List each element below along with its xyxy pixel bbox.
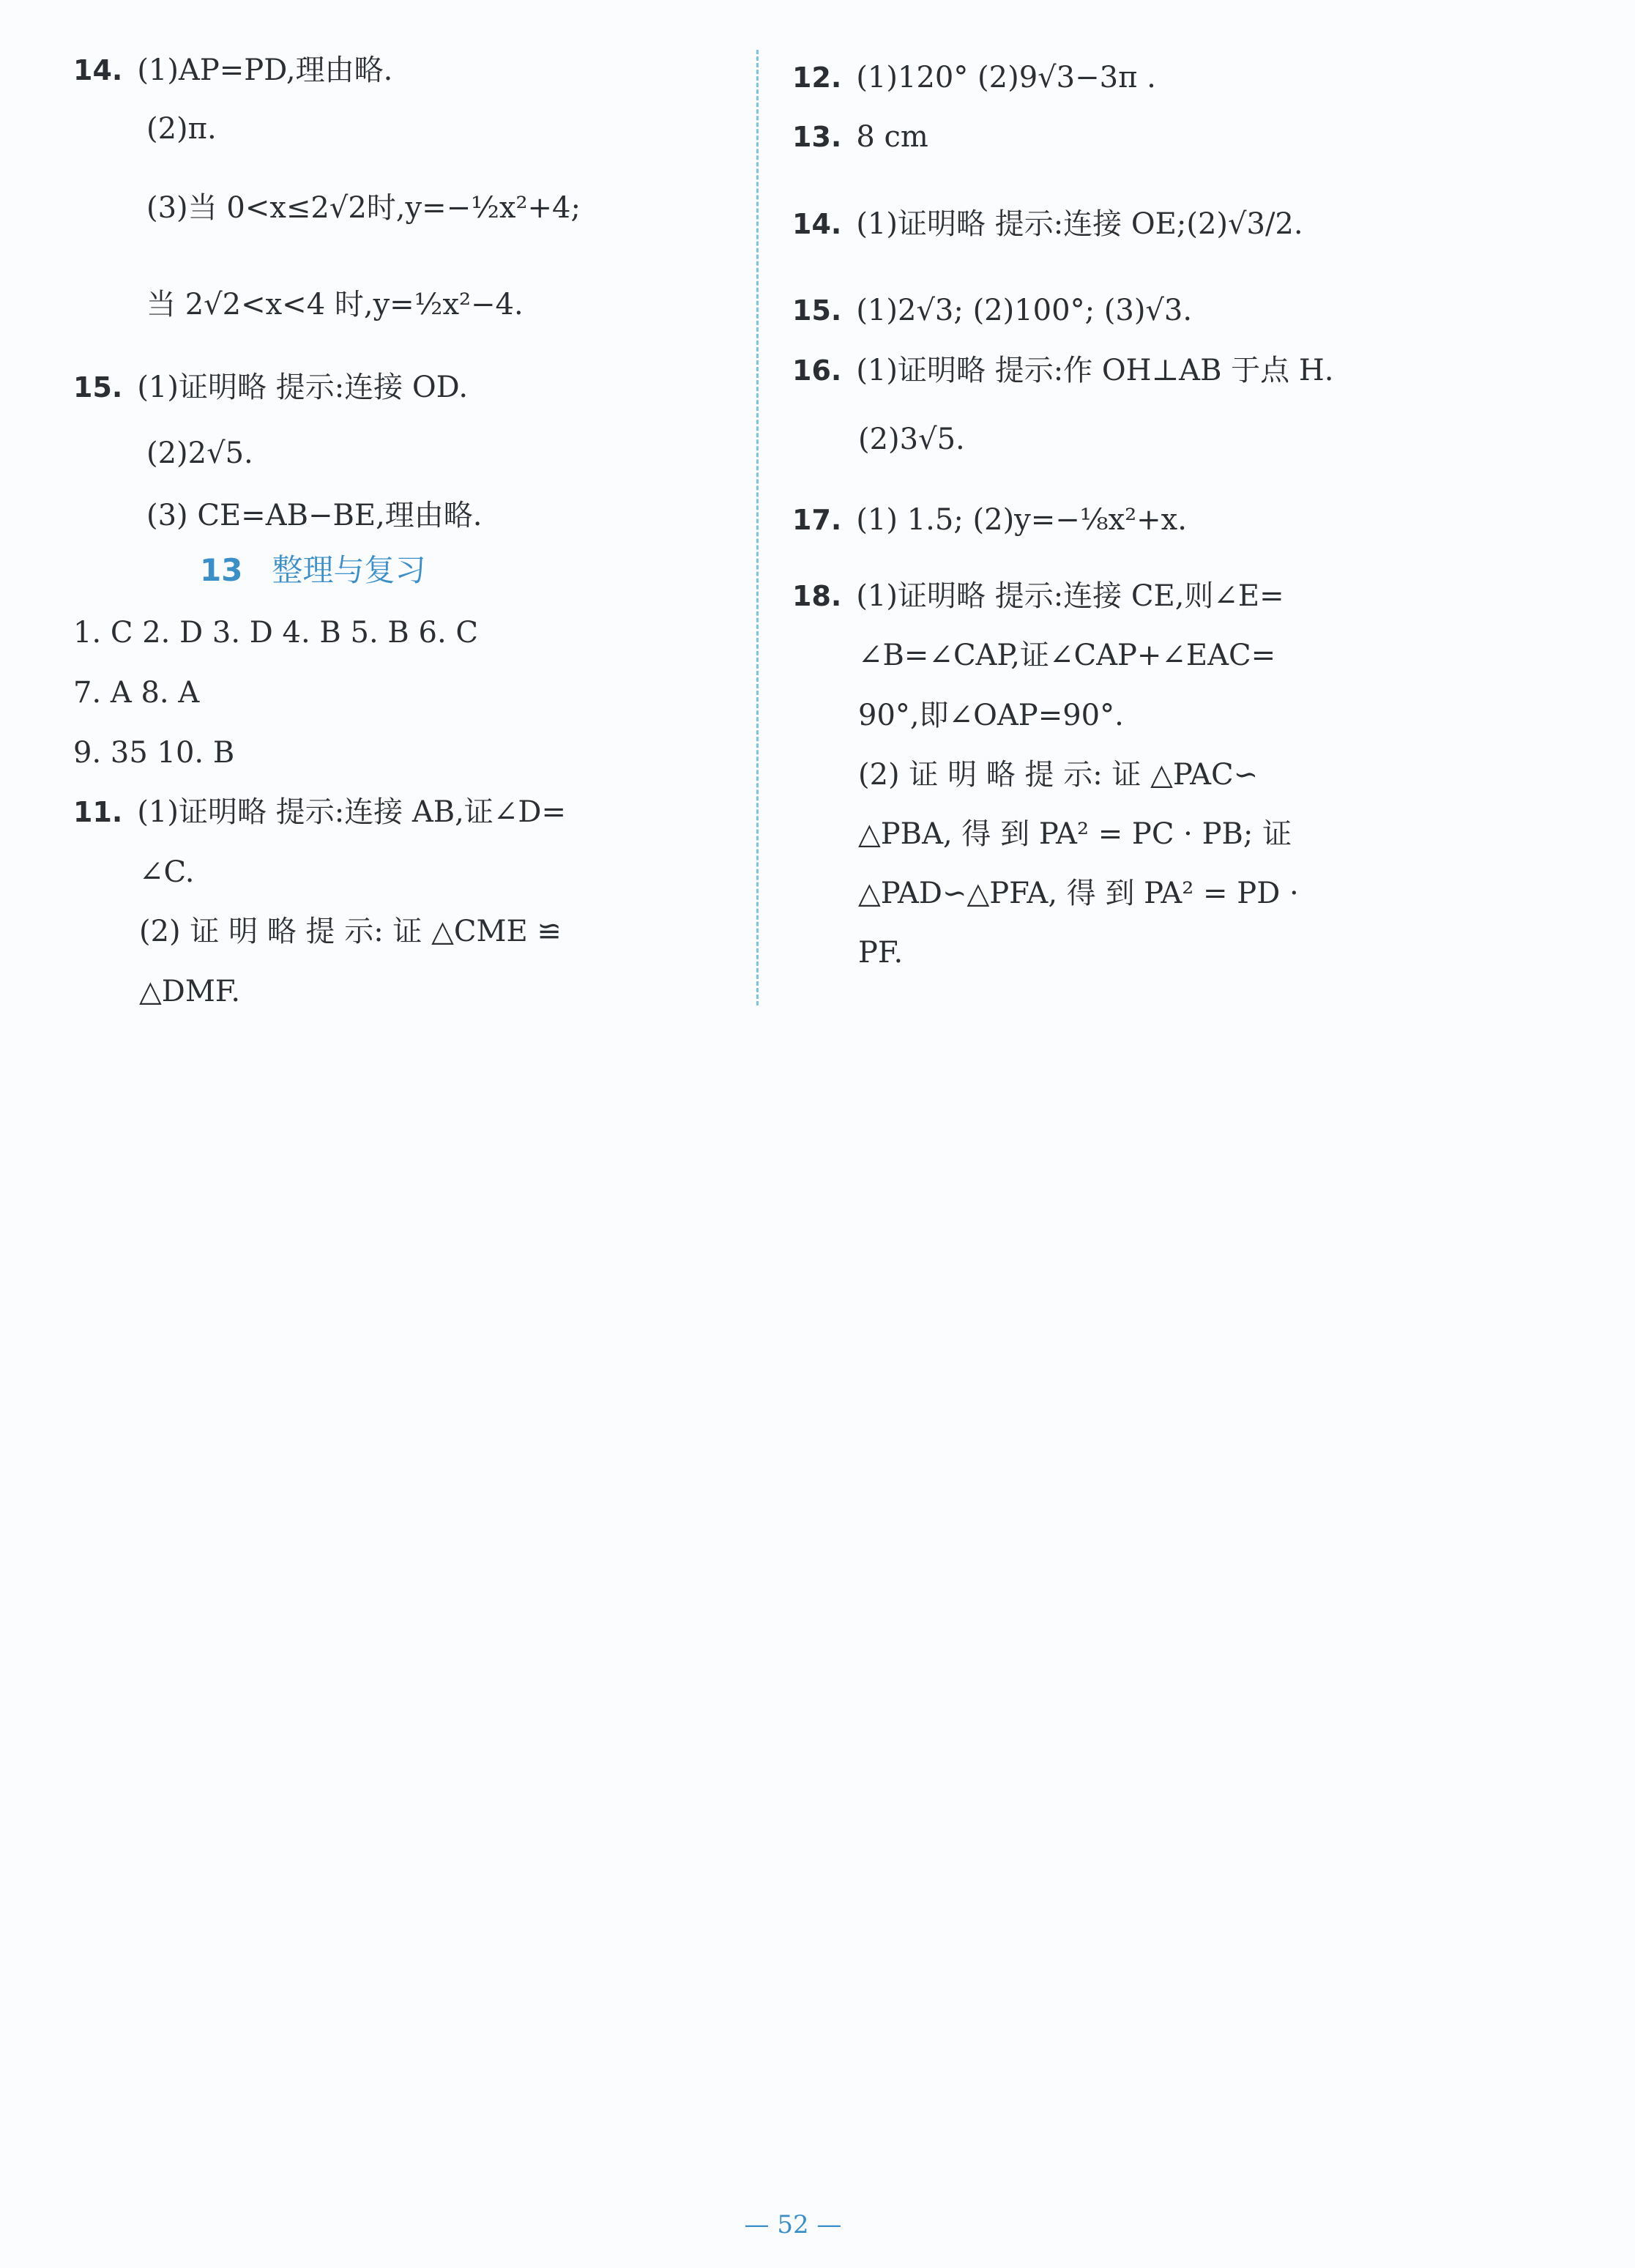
item-number: 15. [73, 371, 123, 404]
answer-text: (1)证明略 提示:连接 CE,则∠E= [856, 579, 1284, 613]
answer-15-2: (2)2√5. [146, 436, 253, 470]
item-number: 15. [792, 294, 842, 327]
answers-7-8: 7. A 8. A [73, 676, 200, 710]
item-number: 18. [792, 580, 842, 612]
item-number: 14. [792, 208, 842, 240]
answer-11-cont: ∠C. [139, 855, 195, 889]
answer-14-2: (2)π. [146, 112, 217, 146]
answer-14-3-cont: 当 2√2<x<4 时,y=½x²−4. [146, 288, 524, 321]
answer-text: (1)120° (2)9√3−3π . [856, 61, 1156, 94]
answers-9-10: 9. 35 10. B [73, 736, 235, 770]
answer-r18-cont1: ∠B=∠CAP,证∠CAP+∠EAC= [858, 639, 1276, 672]
column-divider [756, 50, 759, 1005]
answer-14 [73, 53, 392, 88]
answer-text: (1)2√3; (2)100°; (3)√3. [856, 294, 1193, 327]
item-number: 12. [792, 62, 842, 94]
section-heading [200, 551, 425, 590]
answer-r13 [792, 119, 928, 155]
answer-text: (1)AP=PD,理由略. [137, 53, 393, 87]
answer-text: (1)证明略 提示:连接 OD. [137, 371, 469, 404]
answer-15-3: (3) CE=AB−BE,理由略. [146, 499, 483, 532]
answer-r18-cont2: 90°,即∠OAP=90°. [858, 699, 1124, 732]
answer-14-3: (3)当 0<x≤2√2时,y=−½x²+4; [146, 191, 581, 225]
answer-r15 [792, 293, 1192, 328]
answer-r18-2-cont1: △PBA, 得 到 PA² = PC · PB; 证 [858, 817, 1292, 851]
answer-r18-2: (2) 证 明 略 提 示: 证 △PAC∽ [858, 758, 1259, 792]
answer-15 [73, 370, 468, 405]
item-number: 13. [792, 121, 842, 153]
answer-r18-2-cont3: PF. [858, 936, 904, 970]
answer-text: (1)证明略 提示:连接 AB,证∠D= [137, 795, 566, 829]
answer-r12 [792, 60, 1156, 95]
page-number: — 52 — [744, 2210, 842, 2239]
answer-r17 [792, 502, 1187, 538]
answer-r16 [792, 353, 1334, 388]
answer-r18-2-cont2: △PAD∽△PFA, 得 到 PA² = PD · [858, 877, 1299, 910]
item-number: 16. [792, 354, 842, 387]
answer-11-2-cont: △DMF. [139, 975, 241, 1008]
answers-1-6: 1. C 2. D 3. D 4. B 5. B 6. C [73, 616, 478, 650]
answer-11-2: (2) 证 明 略 提 示: 证 △CME ≌ [139, 915, 562, 948]
answer-r14 [792, 207, 1303, 242]
answer-text: (1)证明略 提示:连接 OE;(2)√3/2. [856, 207, 1303, 241]
answer-text: 8 cm [856, 120, 928, 154]
section-number: 13 [200, 552, 243, 588]
section-title: 整理与复习 [272, 552, 426, 588]
item-number: 14. [73, 54, 123, 86]
answer-r16-2: (2)3√5. [858, 423, 965, 456]
answer-r18 [792, 579, 1284, 614]
item-number: 17. [792, 504, 842, 536]
item-number: 11. [73, 796, 123, 828]
answer-11 [73, 795, 566, 830]
answer-text: (1) 1.5; (2)y=−⅛x²+x. [856, 503, 1187, 537]
answer-text: (1)证明略 提示:作 OH⊥AB 于点 H. [856, 354, 1334, 387]
